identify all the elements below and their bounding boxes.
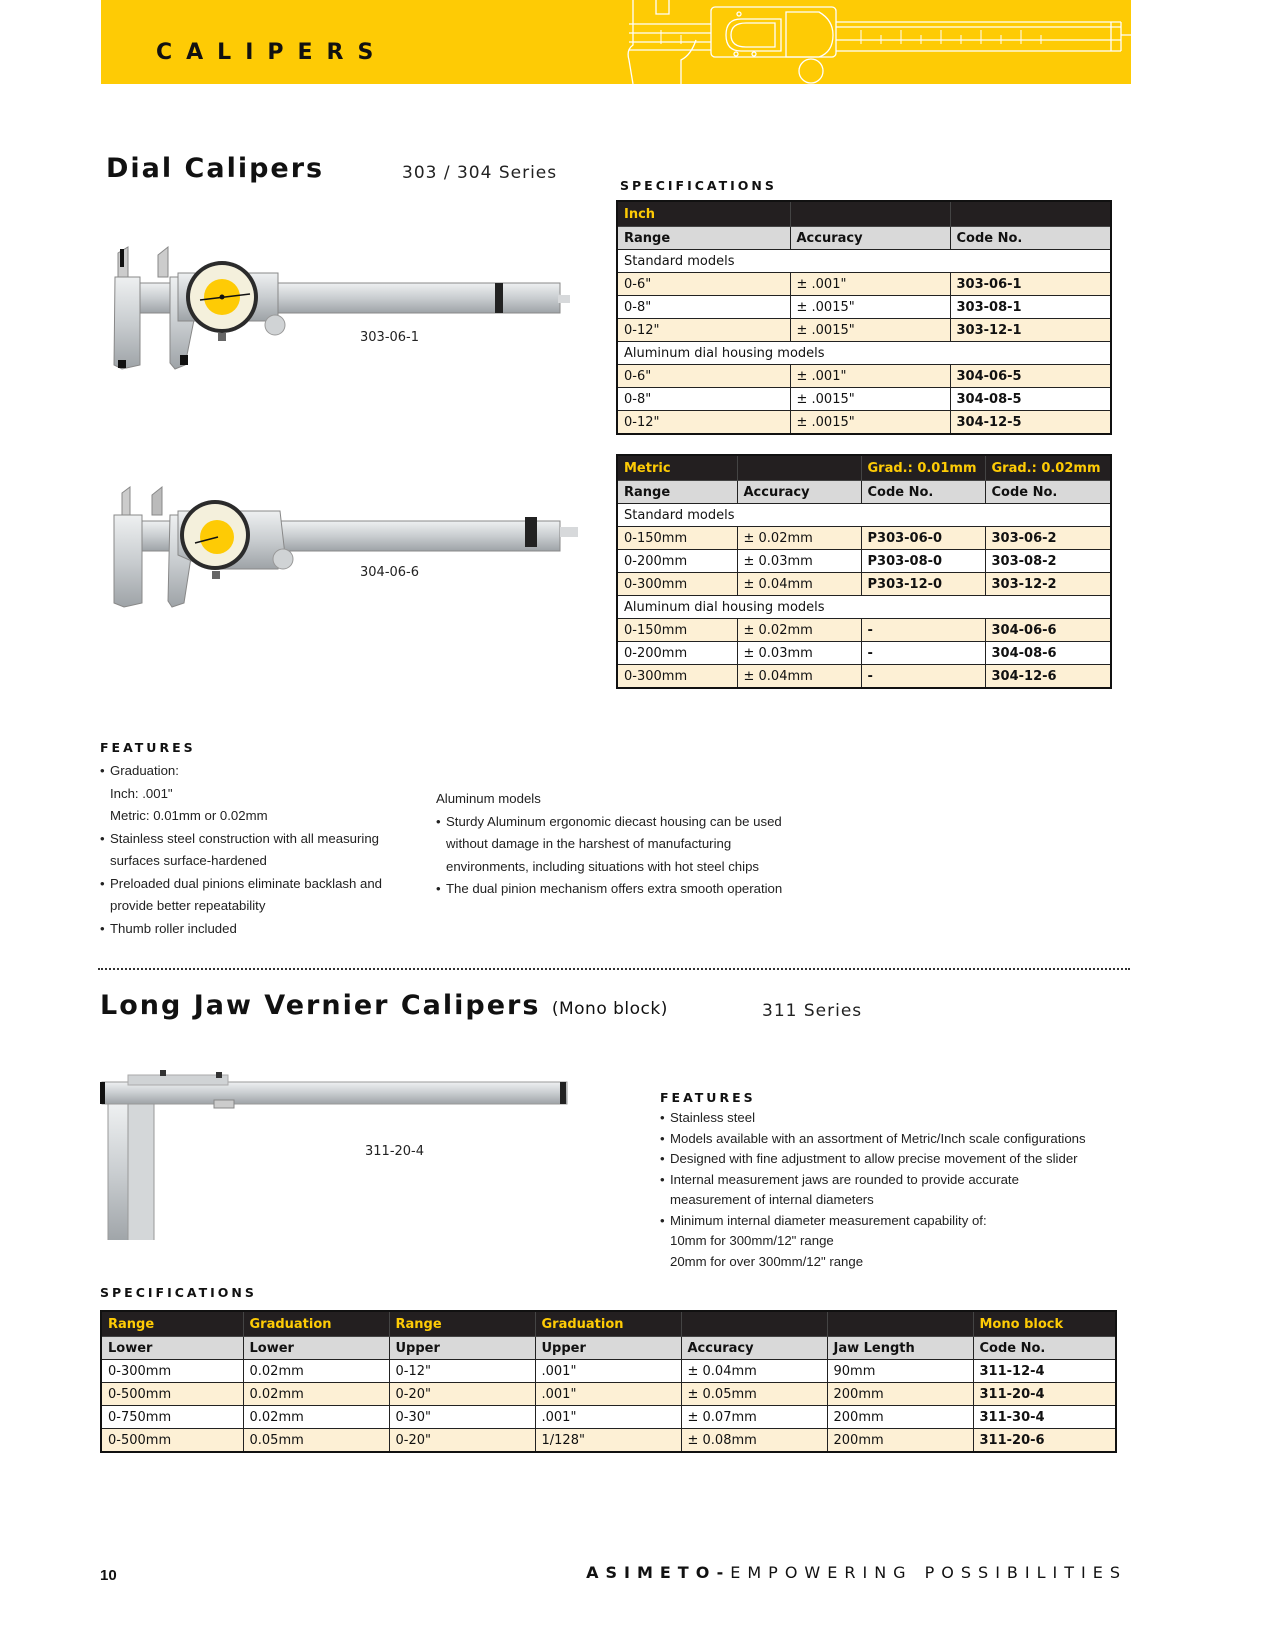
column-header-row	[617, 227, 1111, 250]
feature-item: • Internal measurement jaws are rounded to provide accurate	[660, 1170, 1130, 1191]
column-header: Accuracy	[737, 481, 861, 504]
code-cell: 303-12-2	[985, 573, 1111, 596]
cell: 0-500mm	[101, 1429, 243, 1453]
long-jaw-spec-table	[100, 1310, 1117, 1453]
table-header-row	[101, 1311, 1116, 1337]
column-header: Range	[617, 481, 737, 504]
code-cell: 311-20-6	[973, 1429, 1116, 1453]
table-row	[617, 296, 1111, 319]
long-jaw-subtitle: (Mono block)	[551, 999, 668, 1019]
cell: ± 0.07mm	[681, 1406, 827, 1429]
group-label: Aluminum dial housing models	[617, 342, 1111, 365]
feature-item: • Stainless steel	[660, 1108, 1130, 1129]
header-cell	[737, 455, 861, 481]
footer-tagline	[586, 1563, 1127, 1582]
header-cell: Mono block	[973, 1311, 1116, 1337]
accuracy-cell: ± 0.02mm	[737, 527, 861, 550]
feature-item-continued: 10mm for 300mm/12" range	[670, 1233, 834, 1248]
column-header: Code No.	[985, 481, 1111, 504]
cell: 0.02mm	[243, 1360, 389, 1383]
long-jaw-features-list	[660, 1108, 1130, 1272]
accuracy-cell: ± .0015"	[790, 296, 950, 319]
inch-spec-table	[616, 200, 1112, 435]
dial-caliper-image-304	[100, 485, 580, 620]
footer-brand: ASIMETO-	[586, 1563, 731, 1582]
range-cell: 0-12"	[617, 319, 790, 342]
table-row	[617, 319, 1111, 342]
cell: .001"	[535, 1360, 681, 1383]
range-cell: 0-200mm	[617, 642, 737, 665]
header-cell: Range	[389, 1311, 535, 1337]
long-jaw-caliper-image	[100, 1070, 575, 1240]
table-row	[617, 527, 1111, 550]
group-label: Aluminum dial housing models	[617, 596, 1111, 619]
dial-calipers-title: Dial Calipers	[106, 153, 325, 184]
dial-features-list	[100, 760, 430, 940]
group-row	[617, 250, 1111, 273]
cell: 0-20"	[389, 1429, 535, 1453]
cell: 0.02mm	[243, 1383, 389, 1406]
feature-item: • Models available with an assortment of Metric/Inch scale configurations	[660, 1129, 1130, 1150]
column-header: Lower	[101, 1337, 243, 1360]
header-banner	[101, 0, 1131, 84]
dial-caliper-image-303	[100, 245, 570, 385]
cell: 0-30"	[389, 1406, 535, 1429]
column-header: Code No.	[950, 227, 1111, 250]
feature-item: • The dual pinion mechanism offers extra smooth operation	[436, 878, 856, 901]
long-jaw-title-text: Long Jaw Vernier Calipers	[100, 990, 541, 1021]
code-cell: 303-06-2	[985, 527, 1111, 550]
code-cell: 303-08-1	[950, 296, 1111, 319]
code-cell: 304-08-6	[985, 642, 1111, 665]
cell: ± 0.04mm	[681, 1360, 827, 1383]
code-cell: 303-08-2	[985, 550, 1111, 573]
accuracy-cell: ± .001"	[790, 365, 950, 388]
group-label: Standard models	[617, 250, 1111, 273]
cell: 200mm	[827, 1406, 973, 1429]
cell: 0-750mm	[101, 1406, 243, 1429]
table-row	[101, 1429, 1116, 1453]
accuracy-cell: ± 0.02mm	[737, 619, 861, 642]
accuracy-cell: ± 0.04mm	[737, 665, 861, 689]
column-header: Code No.	[973, 1337, 1116, 1360]
table-header-row	[617, 201, 1111, 227]
table-row	[617, 388, 1111, 411]
long-jaw-specifications-label: SPECIFICATIONS	[100, 1285, 257, 1300]
cell: ± 0.08mm	[681, 1429, 827, 1453]
banner-title: CALIPERS	[156, 40, 388, 65]
code-cell: 303-06-1	[950, 273, 1111, 296]
header-cell: Graduation	[535, 1311, 681, 1337]
cell: 0-20"	[389, 1383, 535, 1406]
code-cell: P303-12-0	[861, 573, 985, 596]
range-cell: 0-150mm	[617, 619, 737, 642]
feature-subitem: Inch: .001"	[110, 785, 173, 801]
table-row	[617, 365, 1111, 388]
feature-item-continued: 20mm for over 300mm/12" range	[670, 1253, 864, 1269]
column-header-row	[617, 481, 1111, 504]
accuracy-cell: ± 0.03mm	[737, 642, 861, 665]
table-header-row	[617, 455, 1111, 481]
table-row	[617, 642, 1111, 665]
header-cell	[790, 201, 950, 227]
header-cell: Metric	[617, 455, 737, 481]
column-header: Code No.	[861, 481, 985, 504]
column-header: Upper	[535, 1337, 681, 1360]
metric-spec-table	[616, 454, 1112, 689]
long-jaw-title	[100, 990, 668, 1021]
code-cell: 304-06-6	[985, 619, 1111, 642]
range-cell: 0-200mm	[617, 550, 737, 573]
header-cell: Inch	[617, 201, 790, 227]
table-row	[617, 550, 1111, 573]
range-cell: 0-8"	[617, 296, 790, 319]
header-cell: Grad.: 0.01mm	[861, 455, 985, 481]
column-header: Upper	[389, 1337, 535, 1360]
header-cell: Grad.: 0.02mm	[985, 455, 1111, 481]
column-header: Lower	[243, 1337, 389, 1360]
feature-subitem: Metric: 0.01mm or 0.02mm	[110, 808, 268, 823]
cell: 200mm	[827, 1383, 973, 1406]
header-cell: Graduation	[243, 1311, 389, 1337]
range-cell: 0-300mm	[617, 665, 737, 689]
aluminum-models-heading: Aluminum models	[436, 791, 541, 806]
table-row	[101, 1383, 1116, 1406]
section-divider	[98, 968, 1130, 970]
code-cell: P303-08-0	[861, 550, 985, 573]
accuracy-cell: ± .0015"	[790, 319, 950, 342]
code-cell: 303-12-1	[950, 319, 1111, 342]
feature-item: • Designed with fine adjustment to allow precise movement of the slider	[660, 1149, 1130, 1170]
accuracy-cell: ± .001"	[790, 273, 950, 296]
code-cell: 311-20-4	[973, 1383, 1116, 1406]
page-number: 10	[100, 1567, 117, 1584]
group-row	[617, 596, 1111, 619]
feature-item-continued: without damage in the harshest of manufacturing	[446, 836, 732, 851]
range-cell: 0-12"	[617, 411, 790, 435]
dial-features-label: FEATURES	[100, 740, 196, 755]
footer-tagline-text: EMPOWERING POSSIBILITIES	[730, 1563, 1127, 1582]
code-cell: -	[861, 619, 985, 642]
cell: 0.05mm	[243, 1429, 389, 1453]
table-row	[617, 573, 1111, 596]
group-row	[617, 504, 1111, 527]
header-cell: Range	[101, 1311, 243, 1337]
table-row	[617, 273, 1111, 296]
code-cell: -	[861, 665, 985, 689]
image-caption-303-06-1: 303-06-1	[360, 330, 420, 345]
accuracy-cell: ± 0.03mm	[737, 550, 861, 573]
code-cell: 304-08-5	[950, 388, 1111, 411]
range-cell: 0-6"	[617, 365, 790, 388]
header-cell	[681, 1311, 827, 1337]
cell: 0-12"	[389, 1360, 535, 1383]
feature-item-continued: surfaces surface-hardened	[110, 853, 267, 868]
accuracy-cell: ± .0015"	[790, 411, 950, 435]
code-cell: P303-06-0	[861, 527, 985, 550]
range-cell: 0-8"	[617, 388, 790, 411]
table-row	[617, 665, 1111, 689]
cell: .001"	[535, 1383, 681, 1406]
group-row	[617, 342, 1111, 365]
dial-series: 303 / 304 Series	[402, 163, 558, 183]
code-cell: 311-30-4	[973, 1406, 1116, 1429]
header-cell	[827, 1311, 973, 1337]
image-caption-304-06-6: 304-06-6	[360, 565, 420, 580]
header-cell	[950, 201, 1111, 227]
table-row	[617, 411, 1111, 435]
feature-item: • Graduation:	[100, 760, 430, 783]
group-label: Standard models	[617, 504, 1111, 527]
feature-item: • Preloaded dual pinions eliminate backlash and	[100, 873, 430, 896]
feature-item-continued: provide better repeatability	[110, 898, 266, 913]
code-cell: -	[861, 642, 985, 665]
caliper-outline-graphic	[541, 0, 1131, 84]
range-cell: 0-6"	[617, 273, 790, 296]
cell: .001"	[535, 1406, 681, 1429]
range-cell: 0-300mm	[617, 573, 737, 596]
feature-item: • Minimum internal diameter measurement capability of:	[660, 1211, 1130, 1232]
feature-item-continued: measurement of internal diameters	[670, 1192, 874, 1207]
column-header: Range	[617, 227, 790, 250]
column-header: Jaw Length	[827, 1337, 973, 1360]
accuracy-cell: ± 0.04mm	[737, 573, 861, 596]
range-cell: 0-150mm	[617, 527, 737, 550]
feature-item-continued: environments, including situations with hot steel chips	[446, 858, 760, 874]
code-cell: 304-06-5	[950, 365, 1111, 388]
code-cell: 311-12-4	[973, 1360, 1116, 1383]
cell: 1/128"	[535, 1429, 681, 1453]
feature-item: • Thumb roller included	[100, 918, 430, 941]
cell: 0-500mm	[101, 1383, 243, 1406]
long-jaw-series: 311 Series	[762, 1001, 863, 1021]
code-cell: 304-12-5	[950, 411, 1111, 435]
table-row	[617, 619, 1111, 642]
feature-item: • Sturdy Aluminum ergonomic diecast housing can be used	[436, 811, 856, 834]
image-caption-311-20-4: 311-20-4	[365, 1144, 425, 1159]
long-jaw-features-label: FEATURES	[660, 1090, 756, 1105]
aluminum-models-block	[436, 788, 856, 901]
accuracy-cell: ± .0015"	[790, 388, 950, 411]
dial-specifications-label: SPECIFICATIONS	[620, 178, 777, 193]
feature-item: • Stainless steel construction with all measuring	[100, 828, 430, 851]
table-row	[101, 1406, 1116, 1429]
table-row	[101, 1360, 1116, 1383]
code-cell: 304-12-6	[985, 665, 1111, 689]
cell: 0.02mm	[243, 1406, 389, 1429]
cell: 90mm	[827, 1360, 973, 1383]
column-header: Accuracy	[790, 227, 950, 250]
cell: 200mm	[827, 1429, 973, 1453]
column-header: Accuracy	[681, 1337, 827, 1360]
cell: 0-300mm	[101, 1360, 243, 1383]
cell: ± 0.05mm	[681, 1383, 827, 1406]
column-header-row	[101, 1337, 1116, 1360]
